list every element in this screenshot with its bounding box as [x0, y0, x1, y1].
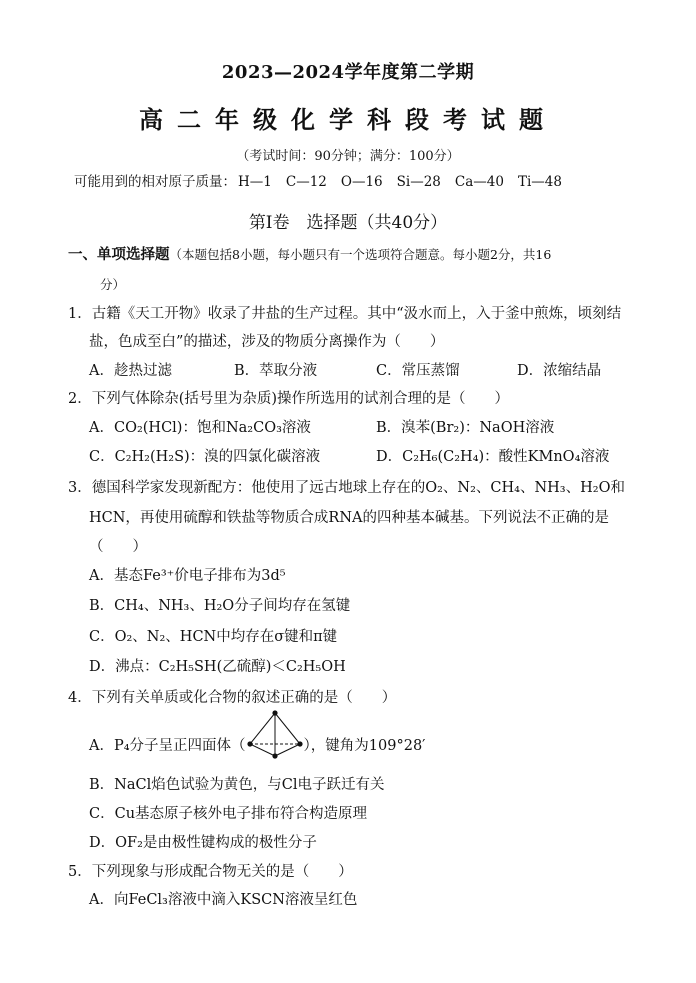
- mass-item: C—12: [285, 174, 327, 190]
- question-3-option-d: D．沸点：C₂H₅SH(乙硫醇)＜C₂H₅OH: [89, 659, 346, 675]
- mass-item: Ti—48: [517, 174, 562, 190]
- section-heading-title: 一、单项选择题: [68, 246, 170, 263]
- question-2-stem: 2．下列气体除杂(括号里为杂质)操作所选用的试剂合理的是（ ）: [68, 391, 510, 407]
- question-4-option-b: B．NaCl焰色试验为黄色，与Cl电子跃迁有关: [89, 777, 385, 793]
- question-3-stem-bracket: （ ）: [89, 539, 147, 555]
- question-4-option-a: [89, 732, 425, 760]
- atomic-masses: [74, 170, 576, 190]
- section-heading-desc: （本题包括8小题，每小题只有一个选项符合题意。每小题2分，共16: [169, 247, 552, 262]
- question-2-option-d: D．C₂H₆(C₂H₄)：酸性KMnO₄溶液: [376, 449, 610, 465]
- section-heading: [68, 245, 551, 265]
- mass-item: Si—28: [396, 174, 441, 190]
- question-1-option-d: D．浓缩结晶: [517, 363, 602, 379]
- mass-item: H—1: [238, 174, 272, 190]
- question-1-stem-cont: 盐，色成至白”的描述，涉及的物质分离操作为（ ）: [89, 334, 445, 350]
- question-5-stem: 5．下列现象与形成配合物无关的是（ ）: [68, 864, 353, 880]
- question-3-stem-cont: HCN，再使用硫醇和铁盐等物质合成RNA的四种基本碱基。下列说法不正确的是: [89, 510, 610, 526]
- question-1-option-b: B．萃取分液: [234, 363, 318, 379]
- mass-item: O—16: [340, 174, 383, 190]
- question-1-stem: 1．古籍《天工开物》收录了井盐的生产过程。其中“汲水而上，入于釜中煎炼，顷刻结: [68, 306, 622, 322]
- mass-item: Ca—40: [454, 174, 504, 190]
- question-3-option-b: B．CH₄、NH₃、H₂O分子间均存在氢键: [89, 598, 351, 614]
- section-heading-desc-cont: 分）: [100, 277, 126, 292]
- question-1-option-a: A．趁热过滤: [89, 363, 172, 379]
- exam-info: （考试时间：90分钟；满分：100分）: [236, 149, 460, 164]
- atomic-masses-label: 可能用到的相对原子质量：: [74, 174, 236, 190]
- question-4-option-c: C．Cu基态原子核外电子排布符合构造原理: [89, 806, 368, 822]
- question-3-stem: 3．德国科学家发现新配方：他使用了远古地球上存在的O₂、N₂、CH₄、NH₃、H₂O和: [68, 480, 625, 496]
- question-4-option-d: D．OF₂是由极性键构成的极性分子: [89, 835, 317, 851]
- question-3-option-c: C．O₂、N₂、HCN中均存在σ键和π键: [89, 629, 338, 645]
- p4-tetrahedron-diagram: [246, 710, 304, 760]
- question-2-option-a: A．CO₂(HCl)：饱和Na₂CO₃溶液: [89, 420, 311, 436]
- volume-title: 第Ⅰ卷 选择题（共40分）: [248, 213, 448, 233]
- question-4-stem: 4．下列有关单质或化合物的叙述正确的是（ ）: [68, 690, 397, 706]
- question-1-option-c: C．常压蒸馏: [376, 363, 460, 379]
- question-4-option-a-text: A．P₄分子呈正四面体（: [89, 738, 246, 754]
- exam-title: 高二年级化学科段考试题: [139, 105, 557, 134]
- question-3-option-a: A．基态Fe³⁺价电子排布为3d⁵: [89, 568, 286, 584]
- question-4-option-a-angle: ），键角为109°28′: [303, 738, 426, 754]
- question-5-option-a: A．向FeCl₃溶液中滴入KSCN溶液呈红色: [89, 892, 358, 908]
- question-2-option-c: C．C₂H₂(H₂S)：溴的四氯化碳溶液: [89, 449, 321, 465]
- question-2-option-b: B．溴苯(Br₂)：NaOH溶液: [376, 420, 555, 436]
- school-year: 2023—2024学年度第二学期: [221, 62, 475, 83]
